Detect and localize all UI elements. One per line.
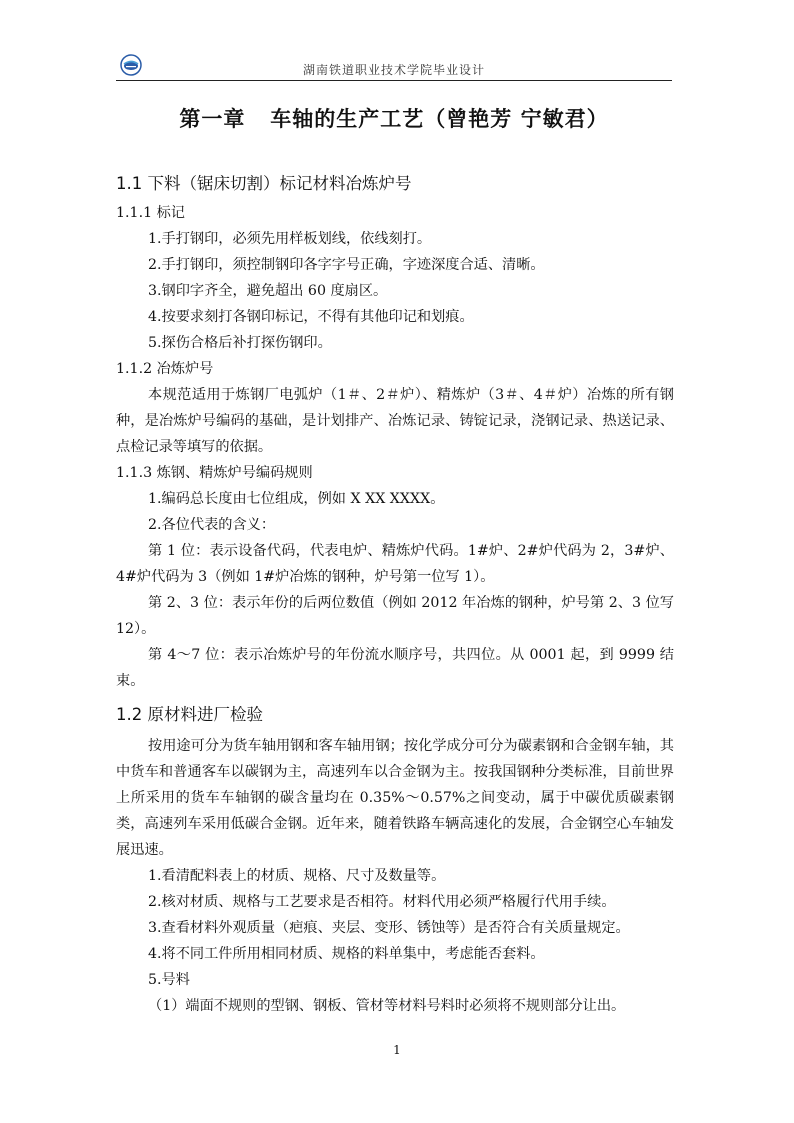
list-item: 3.查看材料外观质量（疤痕、夹层、变形、锈蚀等）是否符合有关质量规定。 <box>148 920 630 936</box>
chapter-title: 第一章 车轴的生产工艺（曾艳芳 宁敏君） <box>179 107 609 131</box>
list-item: 5.号料 <box>148 972 190 988</box>
paragraph: 第 1 位：表示设备代码，代表电炉、精炼炉代码。1#炉、2#炉代码为 2，3#炉、4#炉代码为 3（例如 1#炉冶炼的钢种，炉号第一位写 1）。 <box>116 543 674 585</box>
subsection-heading-1-1-2: 1.1.2 冶炼炉号 <box>116 361 214 377</box>
list-item: 3.钢印字齐全，避免超出 60 度扇区。 <box>148 283 388 299</box>
list-item: 5.探伤合格后补打探伤钢印。 <box>148 335 332 351</box>
subsection-heading-1-1-1: 1.1.1 标记 <box>116 205 185 221</box>
section-heading-1-1: 1.1 下料（锯床切割）标记材料冶炼炉号 <box>116 174 412 193</box>
list-item: 1.看清配料表上的材质、规格、尺寸及数量等。 <box>148 868 446 884</box>
section-1-2-body <box>116 733 674 1019</box>
page-number: 1 <box>393 1043 401 1057</box>
header-title: 湖南铁道职业技术学院毕业设计 <box>302 63 485 77</box>
paragraph: 第 2、3 位：表示年份的后两位数值（例如 2012 年冶炼的钢种，炉号第 2、3 位写 12）。 <box>116 595 674 637</box>
paragraph: 第 4～7 位：表示冶炼炉号的年份流水顺序号，共四位。从 0001 起，到 9999 结束。 <box>116 647 674 689</box>
subsection-heading-1-1-3: 1.1.3 炼钢、精炼炉号编码规则 <box>116 465 313 481</box>
list-item: 1.编码总长度由七位组成，例如 X XX XXXX。 <box>148 491 445 507</box>
paragraph: 按用途可分为货车轴用钢和客车轴用钢；按化学成分可分为碳素钢和合金钢车轴，其中货车和普通客车以碳钢为主，高速列车以合金钢为主。按我国钢种分类标准，目前世界上所采用的货车车轴钢的碳含量均在 0.35%～0.57%之间变动，属于中碳优质碳素钢类，高速列车采用低碳合金钢。近年来，随着铁路车辆高速化的发展，合金钢空心车轴发展迅速。 <box>116 738 674 858</box>
list-item: 2.核对材质、规格与工艺要求是否相符。材料代用必须严格履行代用手续。 <box>148 894 616 910</box>
list-item: 2.手打钢印，须控制钢印各字字号正确，字迹深度合适、清晰。 <box>148 257 545 273</box>
paragraph: 本规范适用于炼钢厂电弧炉（1＃、2＃炉）、精炼炉（3＃、4＃炉）冶炼的所有钢种，是冶炼炉号编码的基础，是计划排产、冶炼记录、铸锭记录，浇钢记录、热送记录、点检记录等填写的依据。 <box>116 387 674 455</box>
list-item: （1）端面不规则的型钢、钢板、管材等材料号料时必须将不规则部分让出。 <box>148 998 626 1014</box>
list-item: 2.各位代表的含义： <box>148 517 276 533</box>
header-divider <box>116 80 672 81</box>
list-item: 1.手打钢印，必须先用样板划线，依线刻打。 <box>148 231 432 247</box>
section-1-1-body <box>116 200 674 694</box>
page-header <box>116 50 672 80</box>
list-item: 4.将不同工件所用相同材质、规格的料单集中，考虑能否套料。 <box>148 946 545 962</box>
section-heading-1-2: 1.2 原材料进厂检验 <box>116 705 263 724</box>
list-item: 4.按要求刻打各钢印标记，不得有其他印记和划痕。 <box>148 309 474 325</box>
